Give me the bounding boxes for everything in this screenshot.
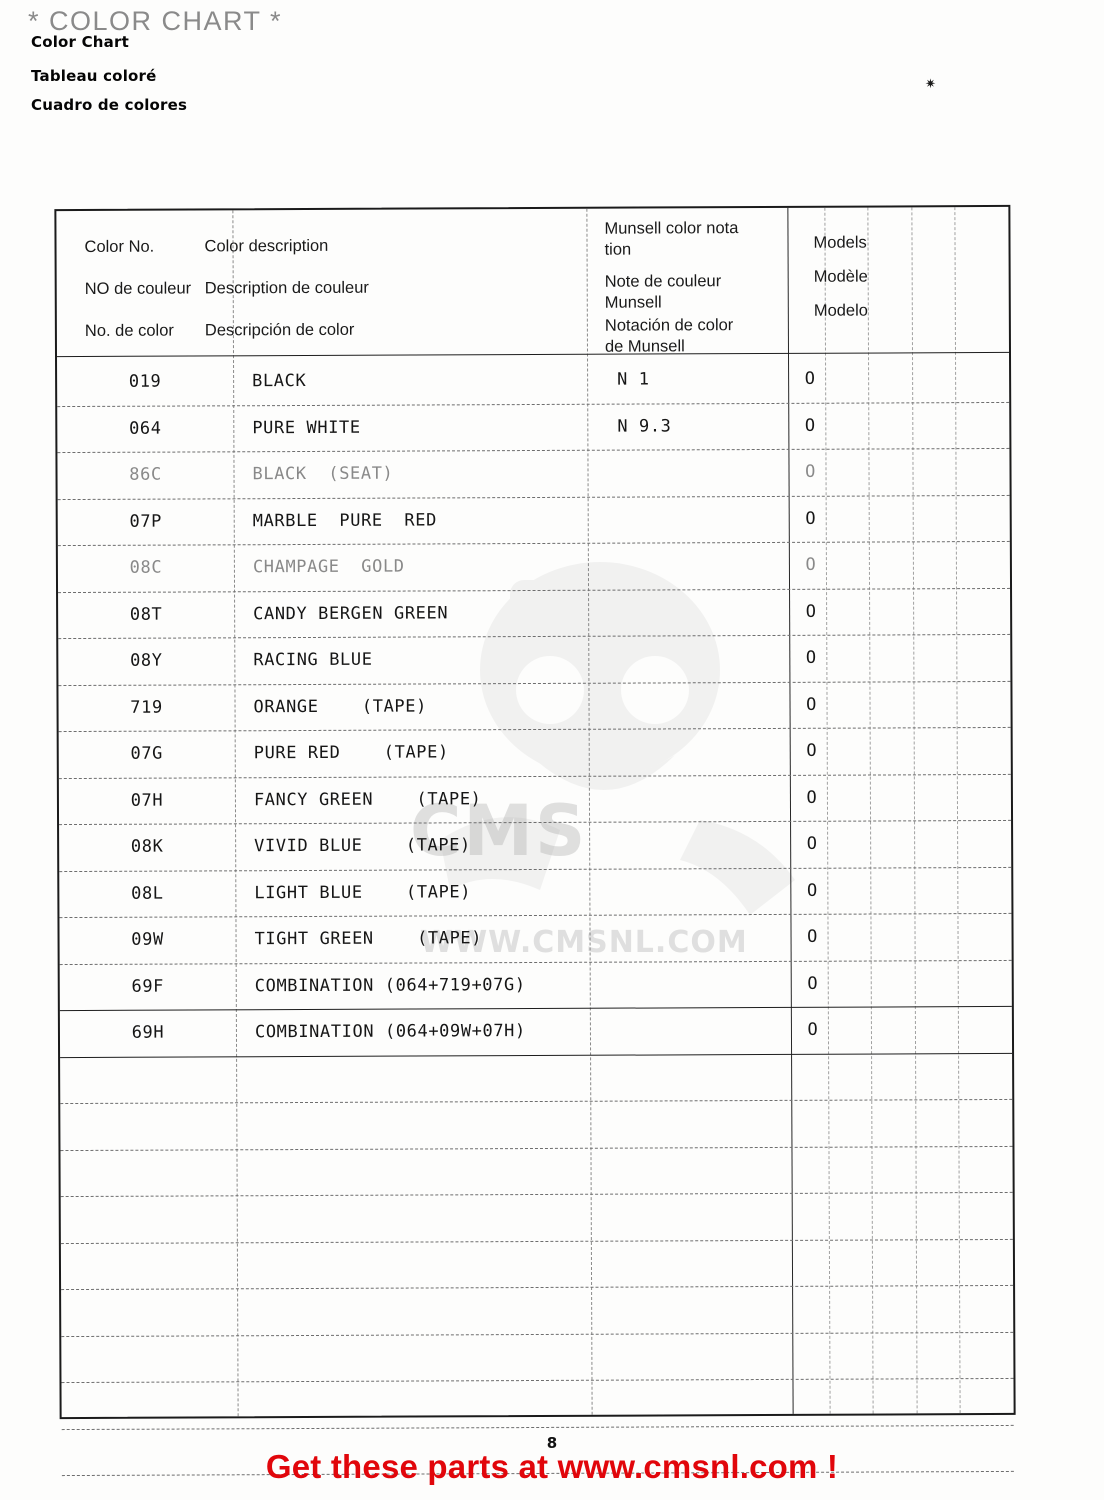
cell-color-no: 719 [130,697,163,718]
header-description-es: Descripción de color [204,320,355,340]
page-title-fr: Tableau coloré [31,67,157,85]
models-subcolumn-divider-4 [954,207,960,1413]
cell-color-description: COMBINATION (064+719+07G) [254,974,526,996]
cell-color-description: CANDY BERGEN GREEN [253,602,449,624]
empty-row-divider [61,1238,1013,1243]
row-divider [58,587,1010,592]
cell-color-description: CHAMPAGE GOLD [252,556,405,578]
header-munsell-en-line1: Munsell color nota [604,219,739,238]
cell-model-mark: O [806,833,818,854]
empty-row-divider [60,1145,1012,1150]
cell-color-no: 08L [131,883,164,904]
column-divider-colorno [232,210,238,1416]
header-models-es: Modelo [813,301,868,320]
empty-row-divider [61,1285,1013,1290]
row-divider [58,494,1010,499]
footer-cta: Get these parts at www.cmsnl.com ! [265,1448,839,1485]
header-color-no-es: No. de color [84,321,174,340]
cell-color-no: 09W [131,929,164,950]
cell-model-mark: O [806,787,818,808]
cell-model-mark: O [806,740,818,761]
cell-model-mark: O [804,415,816,436]
cell-color-description: VIVID BLUE (TAPE) [254,835,471,857]
cms-watermark-text: CMS [410,790,588,872]
cell-color-description: MARBLE PURE RED [252,509,437,531]
row-divider [59,773,1011,778]
empty-row-divider [61,1192,1013,1197]
page-title-overlay: * COLOR CHART * [28,6,283,36]
page-number: 8 [546,1434,558,1452]
cell-color-no: 08K [130,836,164,857]
cell-color-description: PURE WHITE [252,417,361,438]
cell-color-description: COMBINATION (064+09W+07H) [254,1021,526,1043]
title-stack [31,35,451,127]
cell-color-no: 08Y [130,650,163,671]
cell-color-no: 69H [131,1022,165,1043]
column-divider-description [586,209,592,1415]
cell-model-mark: O [807,973,819,994]
cell-model-mark: O [806,880,818,901]
header-description-en: Color description [204,236,329,256]
cmsnl-watermark-url: WWW.CMSNL.COM [420,925,748,960]
scan-speck-icon: ✷ [925,77,936,92]
cell-color-description: ORANGE (TAPE) [253,695,427,717]
row-divider [60,1006,1012,1011]
header-color-no-fr: NO de couleur [84,279,192,298]
row-divider [59,820,1011,825]
row-divider [59,727,1011,732]
header-models-fr: Modèle [813,267,868,286]
cell-munsell-notation: N 9.3 [617,415,672,437]
header-munsell-fr-line2: Munsell [604,293,662,312]
models-subcolumn-divider-2 [867,208,873,1414]
header-munsell-es-line2: de Munsell [604,337,685,356]
row-divider [57,448,1009,453]
cell-color-description: TIGHT GREEN (TAPE) [254,928,483,950]
cell-color-description: RACING BLUE [253,649,373,671]
empty-row-divider [61,1378,1013,1383]
header-munsell-en-line2: tion [604,240,632,259]
page-title-es: Cuadro de colores [31,96,188,114]
cell-color-no: 019 [128,371,162,392]
cell-color-no: 08T [129,604,163,625]
cell-model-mark: O [807,1019,819,1040]
header-models-en: Models [813,233,867,252]
cell-color-no: 86C [129,464,162,485]
header-munsell-es [605,315,805,357]
header-description-fr: Description de couleur [204,278,369,298]
cell-color-no: 07G [130,743,164,764]
row-divider [57,401,1009,406]
header-munsell-fr [605,271,795,313]
row-divider [59,866,1011,871]
empty-row-divider [62,1424,1014,1429]
cell-color-no: 08C [129,557,163,578]
cell-munsell-notation: N 1 [617,369,650,390]
page-title-en: Color Chart [31,33,129,51]
row-divider [60,959,1012,964]
cell-model-mark: O [805,554,817,575]
header-munsell-es-line1: Notación de color [604,316,734,335]
header-munsell-fr-line1: Note de couleur [604,272,722,291]
cell-color-description: LIGHT BLUE (TAPE) [254,881,472,903]
cell-color-description: FANCY GREEN (TAPE) [253,788,482,810]
cell-color-no: 07H [130,790,164,811]
row-divider [58,680,1010,685]
cell-color-no: 69F [131,976,165,997]
header-color-no-en: Color No. [84,237,155,256]
cell-color-no: 07P [129,511,163,532]
row-divider [60,1052,1012,1057]
cell-color-description: PURE RED (TAPE) [253,742,449,764]
cell-model-mark: O [805,601,817,622]
cell-model-mark: O [806,694,817,715]
cell-model-mark: O [805,647,817,668]
cell-model-mark: O [807,926,819,947]
row-divider [58,541,1010,546]
models-subcolumn-divider-3 [911,207,917,1413]
cell-model-mark: O [805,461,816,482]
row-divider [59,913,1011,918]
row-divider [58,634,1010,639]
empty-row-divider [61,1331,1013,1336]
header-munsell-en [604,218,794,260]
header-body-divider [57,352,1009,357]
cell-model-mark: O [804,368,816,389]
cell-color-no: 064 [129,418,162,439]
cell-model-mark: O [805,508,817,529]
color-chart-table [54,205,1015,1419]
cell-color-description: BLACK (SEAT) [252,463,394,485]
cell-color-description: BLACK [252,370,307,392]
empty-row-divider [60,1099,1012,1104]
